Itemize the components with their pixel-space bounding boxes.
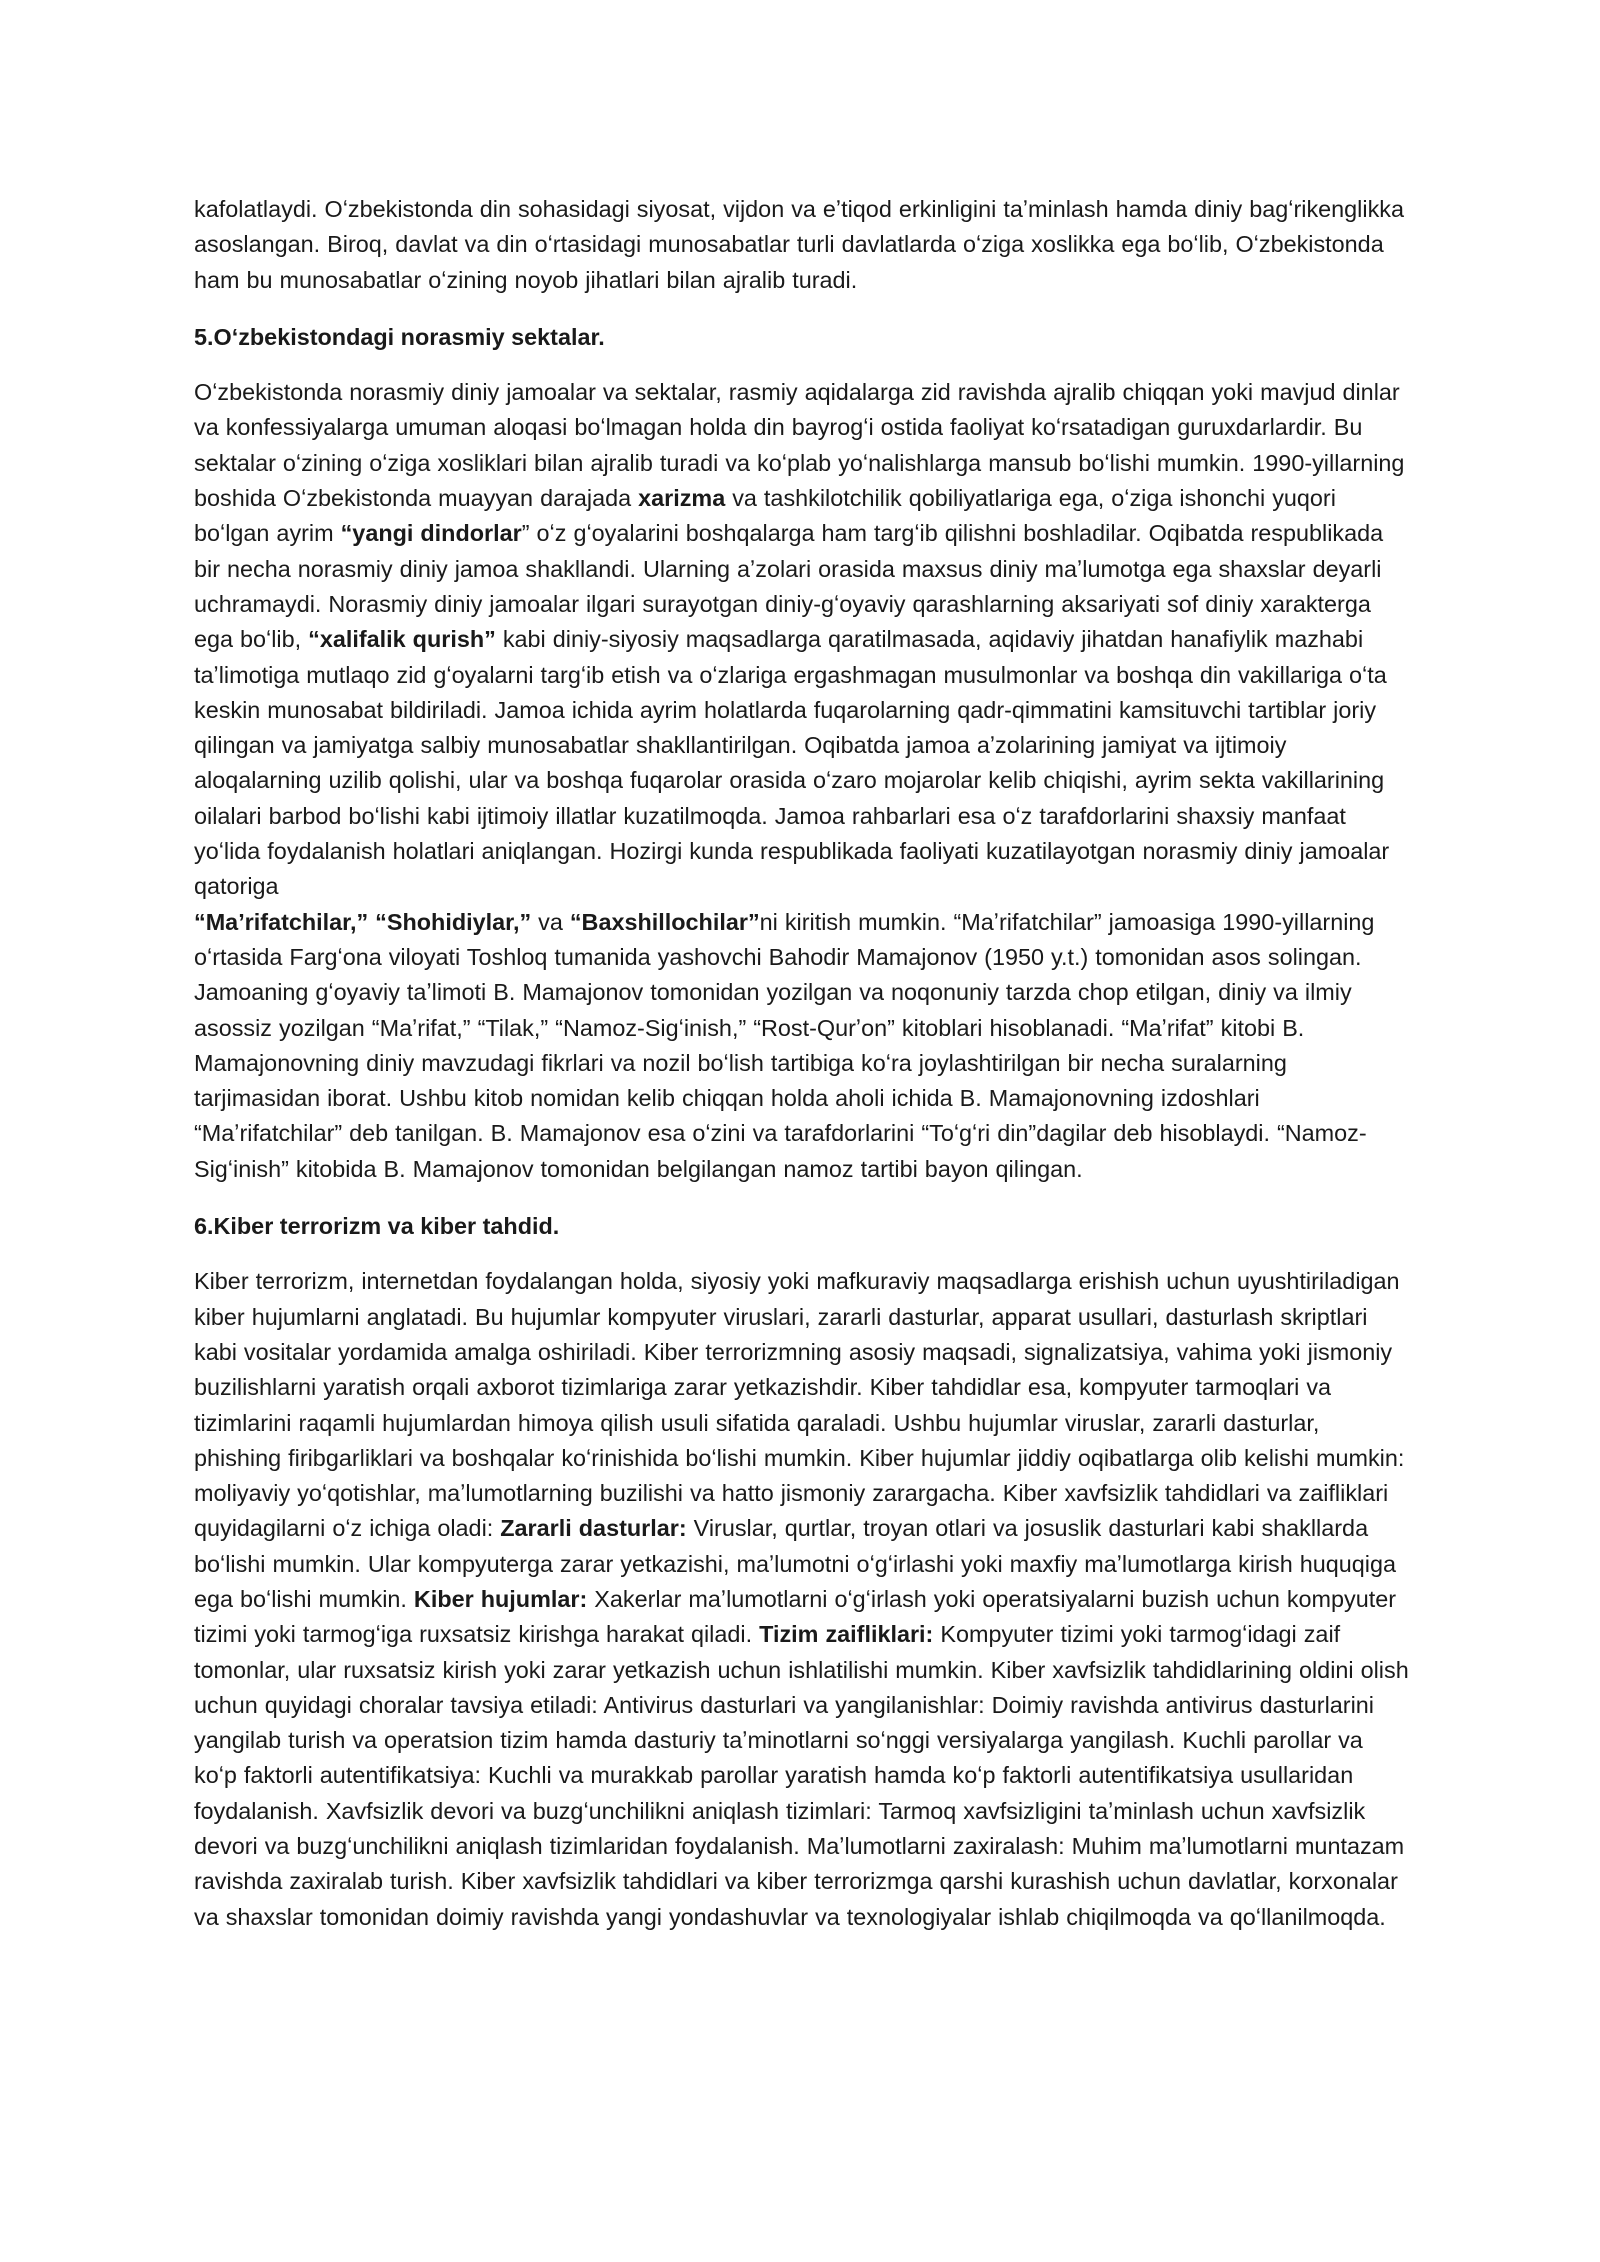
section-5-bold-term-5: “Baxshillochilar” <box>569 908 760 935</box>
section-5-text-6: ni kiritish mumkin. “Maʼrifatchilar” jamoasiga 1990-yillarning oʻrtasida Fargʻona viloyati Toshloq tumanida yashovchi Bahodir Mamajonov (1950 y.t.) tomonidan asos solingan. Jamoaning gʻoyaviy taʼlimoti B. Mamajonov tomonidan yozilgan va noqonuniy tarzda chop etilgan, diniy va ilmiy asossiz yozilgan “Maʼrifat,” “Tilak,” “Namoz-Sigʻinish,” “Rost-Qurʼon” kitoblari hisoblanadi. “Maʼrifat” kitobi B. Mamajonovning diniy mavzudagi fikrlari va nozil boʻlish tartibiga koʻra joylashtirilgan bir necha suralarning tarjimasidan iborat. Ushbu kitob nomidan kelib chiqqan holda aholi ichida B. Mamajonovning izdoshlari “Maʼrifatchilar” deb tanilgan. B. Mamajonov esa oʻzini va tarafdorlarini “Toʻgʻri din”dagilar deb hisoblaydi. “Namoz-Sigʻinish” kitobida B. Mamajonov tomonidan belgilangan namoz tartibi bayon qilingan. <box>194 908 1375 1182</box>
section-5-paragraph <box>194 375 1410 1187</box>
section-6-text-4: Kompyuter tizimi yoki tarmogʻidagi zaif tomonlar, ular ruxsatsiz kirish yoki zarar yetkazish uchun ishlatilishi mumkin. Kiber xavfsizlik tahdidlarining oldini olish uchun quyidagi choralar tavsiya etiladi: Antivirus dasturlari va yangilanishlar: Doimiy ravishda antivirus dasturlarini yangilab turish va operatsion tizim hamda dasturiy taʼminotlarni soʻnggi versiyalarga yangilash. Kuchli parollar va koʻp faktorli autentifikatsiya: Kuchli va murakkab parollar yaratish hamda koʻp faktorli autentifikatsiya usullaridan foydalanish. Xavfsizlik devori va buzgʻunchilikni aniqlash tizimlari: Tarmoq xavfsizligini taʼminlash uchun xavfsizlik devori va buzgʻunchilikni aniqlash tizimlaridan foydalanish. Maʼlumotlarni zaxiralash: Muhim maʼlumotlarni muntazam ravishda zaxiralab turish. Kiber xavfsizlik tahdidlari va kiber terrorizmga qarshi kurashish uchun davlatlar, korxonalar va shaxslar tomonidan doimiy ravishda yangi yondashuvlar va texnologiyalar ishlab chiqilmoqda va qoʻllanilmoqda. <box>194 1621 1409 1930</box>
section-6-bold-term-2: Kiber hujumlar: <box>413 1585 588 1612</box>
section-5-text-3: ” oʻz gʻoyalarini boshqalarga ham targʻib qilishni boshladilar. Oqibatda respublikada bir necha norasmiy diniy jamoa shakllandi. Ularning aʼzolari orasida maxsus diniy maʼlumotga ega shaxslar deyarli uchramaydi. Norasmiy diniy jamoalar ilgari surayotgan diniy-gʻoyaviy qarashlarning aksariyati sof diniy xarakterga ega boʻlib, <box>194 520 1384 653</box>
section-5-heading: 5.Oʻzbekistondagi norasmiy sektalar. <box>194 323 605 350</box>
intro-paragraph <box>194 192 1410 298</box>
section-6-paragraph <box>194 1264 1410 1935</box>
section-6-text-2: Viruslar, qurtlar, troyan otlari va josuslik dasturlari kabi shakllarda boʻlishi mumkin. Ular kompyuterga zarar yetkazishi, maʼlumotni oʻgʻirlashi yoki maxfiy maʼlumotlarga kirish huquqiga ega boʻlishi mumkin. <box>194 1515 1396 1612</box>
section-6-bold-term-3: Tizim zaifliklari: <box>759 1621 934 1648</box>
section-5-text-5: va <box>531 908 570 935</box>
section-5-bold-term-4: “Maʼrifatchilar,” “Shohidiylar,” <box>194 908 532 935</box>
section-5-bold-term-2: “yangi dindorlar <box>340 520 522 547</box>
section-6-heading: 6.Kiber terrorizm va kiber tahdid. <box>194 1213 560 1240</box>
section-5-bold-term-3: “xalifalik qurish” <box>308 626 496 653</box>
section-6-text-1: Kiber terrorizm, internetdan foydalangan holda, siyosiy yoki mafkuraviy maqsadlarga erishish uchun uyushtiriladigan kiber hujumlarni anglatadi. Bu hujumlar kompyuter viruslari, zararli dasturlar, apparat usullari, dasturlash skriptlari kabi vositalar yordamida amalga oshiriladi. Kiber terrorizmning asosiy maqsadi, signalizatsiya, vahima yoki jismoniy buzilishlarni yaratish orqali axborot tizimlariga zarar yetkazishdir. Kiber tahdidlar esa, kompyuter tarmoqlari va tizimlarini raqamli hujumlardan himoya qilish usuli sifatida qaraladi. Ushbu hujumlar viruslar, zararli dasturlar, phishing firibgarliklari va boshqalar koʻrinishida boʻlishi mumkin. Kiber hujumlar jiddiy oqibatlarga olib kelishi mumkin: moliyaviy yoʻqotishlar, maʼlumotlarning buzilishi va hatto jismoniy zarargacha. Kiber xavfsizlik tahdidlari va zaifliklari quyidagilarni oʻz ichiga oladi: <box>194 1268 1405 1542</box>
section-5-bold-term-1: xarizma <box>638 485 726 512</box>
section-6-text-3: Xakerlar maʼlumotlarni oʻgʻirlash yoki operatsiyalarni buzish uchun kompyuter tizimi yoki tarmogʻiga ruxsatsiz kirishga harakat qiladi. <box>194 1585 1397 1648</box>
section-5-text-2: va tashkilotchilik qobiliyatlariga ega, oʻziga ishonchi yuqori boʻlgan ayrim <box>194 485 1336 547</box>
section-5-text-4: kabi diniy-siyosiy maqsadlarga qaratilmasada, aqidaviy jihatdan hanafiylik mazhabi taʼlimotiga mutlaqo zid gʻoyalarni targʻib etish va oʻzlariga ergashmagan musulmonlar va boshqa din vakillariga oʻta keskin munosabat bildiriladi. Jamoa ichida ayrim holatlarda fuqarolarning qadr-qimmatini kamsituvchi tartiblar joriy qilingan va jamiyatga salbiy munosabatlar shakllantirilgan. Oqibatda jamoa aʼzolarining jamiyat va ijtimoiy aloqalarning uzilib qolishi, ular va boshqa fuqarolar orasida oʻzaro mojarolar kelib chiqishi, ayrim sekta vakillarining oilalari barbod boʻlishi kabi ijtimoiy illatlar kuzatilmoqda. Jamoa rahbarlari esa oʻz tarafdorlarini shaxsiy manfaat yoʻlida foydalanish holatlari aniqlangan. Hozirgi kunda respublikada faoliyati kuzatilayotgan norasmiy diniy jamoalar qatoriga <box>194 626 1390 900</box>
section-6-bold-term-1: Zararli dasturlar: <box>500 1515 687 1542</box>
intro-text: kafolatlaydi. Oʻzbekistonda din sohasidagi siyosat, vijdon va eʼtiqod erkinligini taʼminlash hamda diniy bagʻrikenglikka asoslangan. Biroq, davlat va din oʻrtasidagi munosabatlar turli davlatlarda oʻziga xoslikka ega boʻlib, Oʻzbekistonda ham bu munosabatlar oʻzining noyob jihatlari bilan ajralib turadi. <box>194 196 1404 293</box>
section-5-text-1: Oʻzbekistonda norasmiy diniy jamoalar va sektalar, rasmiy aqidalarga zid ravishda ajralib chiqqan yoki mavjud dinlar va konfessiyalarga umuman aloqasi boʻlmagan holda din bayrogʻi ostida faoliyat koʻrsatadigan guruxdarlardir. Bu sektalar oʻzining oʻziga xosliklari bilan ajralib turadi va koʻplab yoʻnalishlarga mansub boʻlishi mumkin. 1990-yillarning boshida Oʻzbekistonda muayyan darajada <box>194 379 1405 512</box>
